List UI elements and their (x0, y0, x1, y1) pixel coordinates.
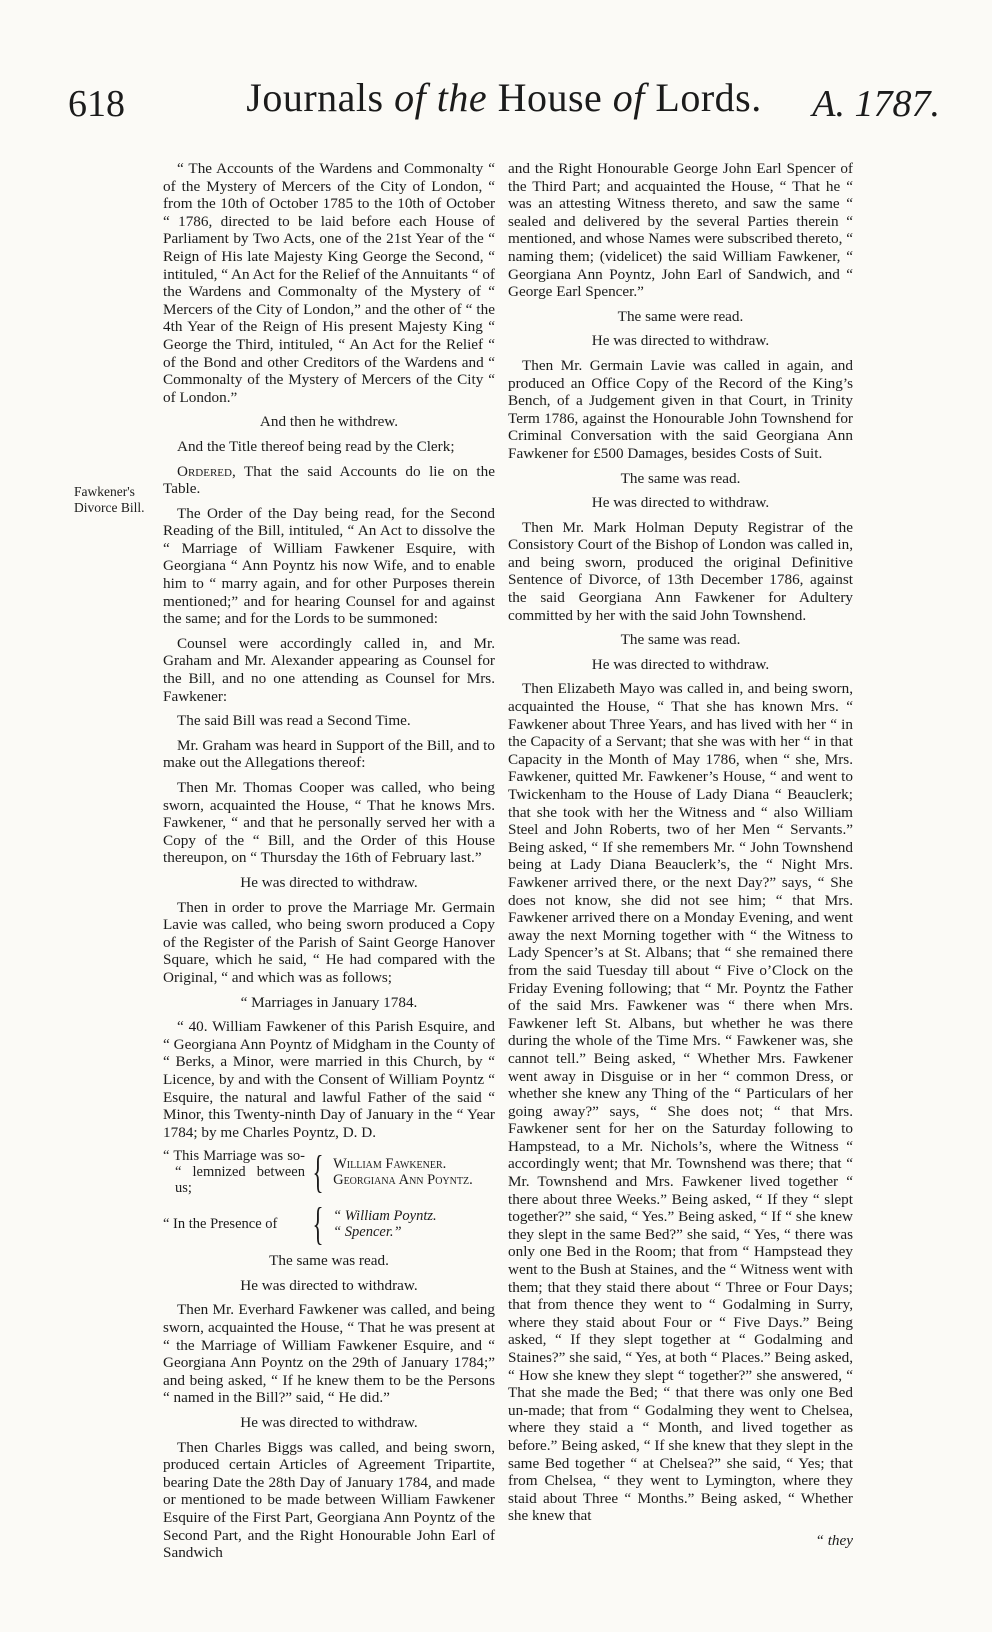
order-paragraph: Ordered, That the said Accounts do lie on the Table. (163, 462, 495, 498)
paragraph: Then in order to prove the Marriage Mr. Germain Lavie was called, who being sworn produced a Copy of the Register of the Parish of Saint George Hanover Square, which he said, “ He had compared with the Original, “ and which was as follows; (163, 898, 495, 986)
running-title: Journals of the House of Lords. (246, 75, 762, 120)
paragraph: The same were read. (617, 307, 744, 325)
margin-note: Fawkener's Divorce Bill. (74, 484, 145, 515)
paragraph: He was directed to withdraw. (591, 332, 770, 350)
paragraph: Then Mr. Everhard Fawkener was called, and being sworn, acquainted the House, “ That he was present at “ the Marriage of William Fawkener Esquire, and “ Georgiana Ann Poyntz on the 29th of January 1784;” and being asked, “ If he knew them to be the Persons “ named in the Bill?” said, “ He did.” (163, 1301, 495, 1407)
paragraph: The same was read. (620, 631, 741, 649)
paragraph: And the Title thereof being read by the Clerk; (177, 437, 455, 455)
page-number: 618 (68, 83, 125, 125)
paragraph: He was directed to withdraw. (591, 655, 770, 673)
paragraph: The same was read. (620, 469, 741, 487)
page-header (68, 74, 940, 130)
left-column (163, 160, 495, 1569)
brace-glyph: { (312, 1198, 324, 1250)
paragraph: The Order of the Day being read, for the Second Reading of the Bill, intituled, “ An Act to dissolve the “ Marriage of William Fawkener Esquire, with Georgiana “ Ann Poyntz his now Wife, and to enable him to “ marry again, and for other Purposes therein mentioned;” and for hearing Counsel for and against the same; and for the Lords to be summoned: (163, 504, 495, 628)
paragraph: He was directed to withdraw. (240, 873, 418, 891)
paragraph: Then Charles Biggs was called, and being sworn, produced certain Articles of Agreement Tripartite, bearing Date the 28th Day of January 1784, and made or mentioned to be made between William Fawkener Esquire of the First Part, Georgiana Ann Poyntz of the Second Part, and the Right Honourable John Earl of Sandwich (163, 1438, 495, 1562)
paragraph: Then Mr. Thomas Cooper was called, who being sworn, acquainted the House, “ That he knows Mrs. Fawkener, “ and that he personally served her with a Copy of the “ Bill, and the Order of this House thereupon, on “ Thursday the 16th of February last.” (163, 779, 495, 867)
paragraph: He was directed to withdraw. (240, 1414, 418, 1432)
paragraph: Then Mr. Mark Holman Deputy Registrar of the Consistory Court of the Bishop of London was called in, and being sworn, produced the original Definitive Sentence of Divorce, of 13th December 1786, against the said Georgiana Ann Fawkener for Adultery committed by her with the said John Townshend. (508, 518, 853, 624)
register-heading: “ Marriages in January 1784. (240, 993, 418, 1011)
paragraph: The said Bill was read a Second Time. (177, 712, 411, 730)
register-entry: “ 40. William Fawkener of this Parish Esquire, and “ Georgiana Ann Poyntz of Midgham in the County of “ Berks, a Minor, were married in this Church, by “ Licence, by and with the Consent of William Poyntz “ Esquire, the natural and lawful Father of the said “ Minor, this Twenty-ninth Day of January in the “ Year 1784; by me Charles Poyntz, D. D. (163, 1018, 495, 1141)
paragraph: The same was read. (269, 1252, 389, 1270)
paragraph: Mr. Graham was heard in Support of the Bill, and to make out the Allegations thereof: (163, 736, 495, 772)
year: A. 1787. (812, 83, 940, 125)
brace-glyph: { (312, 1146, 324, 1198)
paragraph: Then Elizabeth Mayo was called in, and being sworn, acquainted the House, “ That she has known Mrs. “ Fawkener about Three Years, and has lived with her “ in the Capacity of a Servant; that she was with her “ in that Capacity in the Month of May 1786, when “ she, Mrs. Fawkener, quitted Mr. Fawkener’s House, “ and went to Twickenham to the House of Lady Diana “ Beauclerk; that she took with her the Witness and “ also William Steel and John Roberts, two of her Men “ Servants.” Being asked, “ If she remembers Mr. “ John Townshend being at Lady Diana Beauclerk’s, the “ Night Mrs. Fawkener arrived there, or the next Day?” says, “ She does not know, she did not see him; “ that Mrs. Fawkener arrived there on a Monday Evening, and went away the next Morning together with “ the Witness to Lady Spencer’s at St. Albans; that “ she remained there from the said Tuesday till about “ Five o’Clock on the Friday Evening following; that “ Mr. Poyntz the Father of the said Mrs. Fawkener was “ there when Mrs. Fawkener left St. Albans, but whether he was there during the whole of the Time Mrs. “ Fawkener was, she cannot tell.” Being asked, “ Whether Mrs. Fawkener went away in Disguise or in her “ common Dress, or whether she knew any Thing of the “ Particulars of her going away?” says, “ She does not; “ that Mrs. Fawkener sent for her on the Saturday following to Hampstead, to a Mr. Nichols’s, where the Witness “ accordingly went; that Mr. Townshend was there; that “ Mr. Townshend and Mrs. Fawkener lived together “ there about three Weeks.” Being asked, “ If they “ slept together?” she said, “ Yes.” Being asked, “ If “ she knew they slept in the same Bed?” she said, “ Yes, “ there was only one Bed in the Room; that from “ Hampstead they went to the Bush at Staines, and the “ Witness went with them; that they staid there about “ Three or Four Days; that from thence they went to “ Godalming in Surry, where they staid about Four or “ Five Days.” Being asked, “ If they slept together at “ Godalming and Staines?” she said, “ Yes, at both “ Places.” Being asked, “ How she knew they slept “ together?” she answered, “ That she made the Bed; “ that there was only one Bed un-made; that from “ Godalming they went to Chelsea, where they staid a “ Month, and lived together as before.” Being asked, “ If she knew that they slept in the same Bed together “ at Chelsea?” she said, “ Yes; that from Chelsea, “ they went to Lymington, where they staid about Three “ Months.” Being asked, “ Whether she knew that (508, 680, 853, 1525)
paragraph: Then Mr. Germain Lavie was called in again, and produced an Office Copy of the Record of the King’s Bench, of a Judgement given in that Court, in Trinity Term 1786, against the Honourable John Townshend for Criminal Conversation with the said Georgiana Ann Fawkener for £500 Damages, besides Costs of Suit. (508, 356, 853, 462)
paragraph: He was directed to withdraw. (591, 494, 770, 512)
marriage-witnesses: “ In the Presence of { “ William Poyntz. “ Spencer.” (163, 1198, 437, 1250)
paragraph: Counsel were accordingly called in, and Mr. Graham and Mr. Alexander appearing as Counsel for the Bill, and no one attending as Counsel for Mrs. Fawkener: (163, 634, 495, 705)
paragraph: “ The Accounts of the Wardens and Commonalty “ of the Mystery of Mercers of the City of London, “ from the 10th of October 1785 to the 10th of October “ 1786, directed to be laid before each House of Parliament by Two Acts, one of the 21st Year of the “ Reign of His late Majesty King George the Second, “ intituled, “ An Act for the Relief of the Annuitants “ of the Wardens and Commonalty of the Mystery of “ Mercers of the City of London,” and the other of “ the 4th Year of the Reign of His present Majesty King “ George the Third, intituled, “ An Act for the Relief “ of the Bond and other Creditors of the Wardens and “ Commonalty of the Mystery of Mercers of the City “ of London.” (163, 160, 495, 406)
right-column (508, 160, 853, 1557)
catchword: “ they (815, 1531, 853, 1549)
marriage-parties: “ This Marriage was so- “ lemnized between us; { William Fawkener. Georgiana Ann Poyntz. (163, 1146, 473, 1198)
paragraph: and the Right Honourable George John Earl Spencer of the Third Part; and acquainted the House, “ That he “ was an attesting Witness thereto, and saw the same “ sealed and delivered by the several Parties therein “ mentioned, and whose Names were subscribed thereto, “ naming them; (videlicet) the said William Fawkener, “ Georgiana Ann Poyntz, John Earl of Sandwich, and “ George Earl Spencer.” (508, 160, 853, 301)
paragraph: And then he withdrew. (259, 413, 399, 431)
paragraph: He was directed to withdraw. (240, 1276, 418, 1294)
